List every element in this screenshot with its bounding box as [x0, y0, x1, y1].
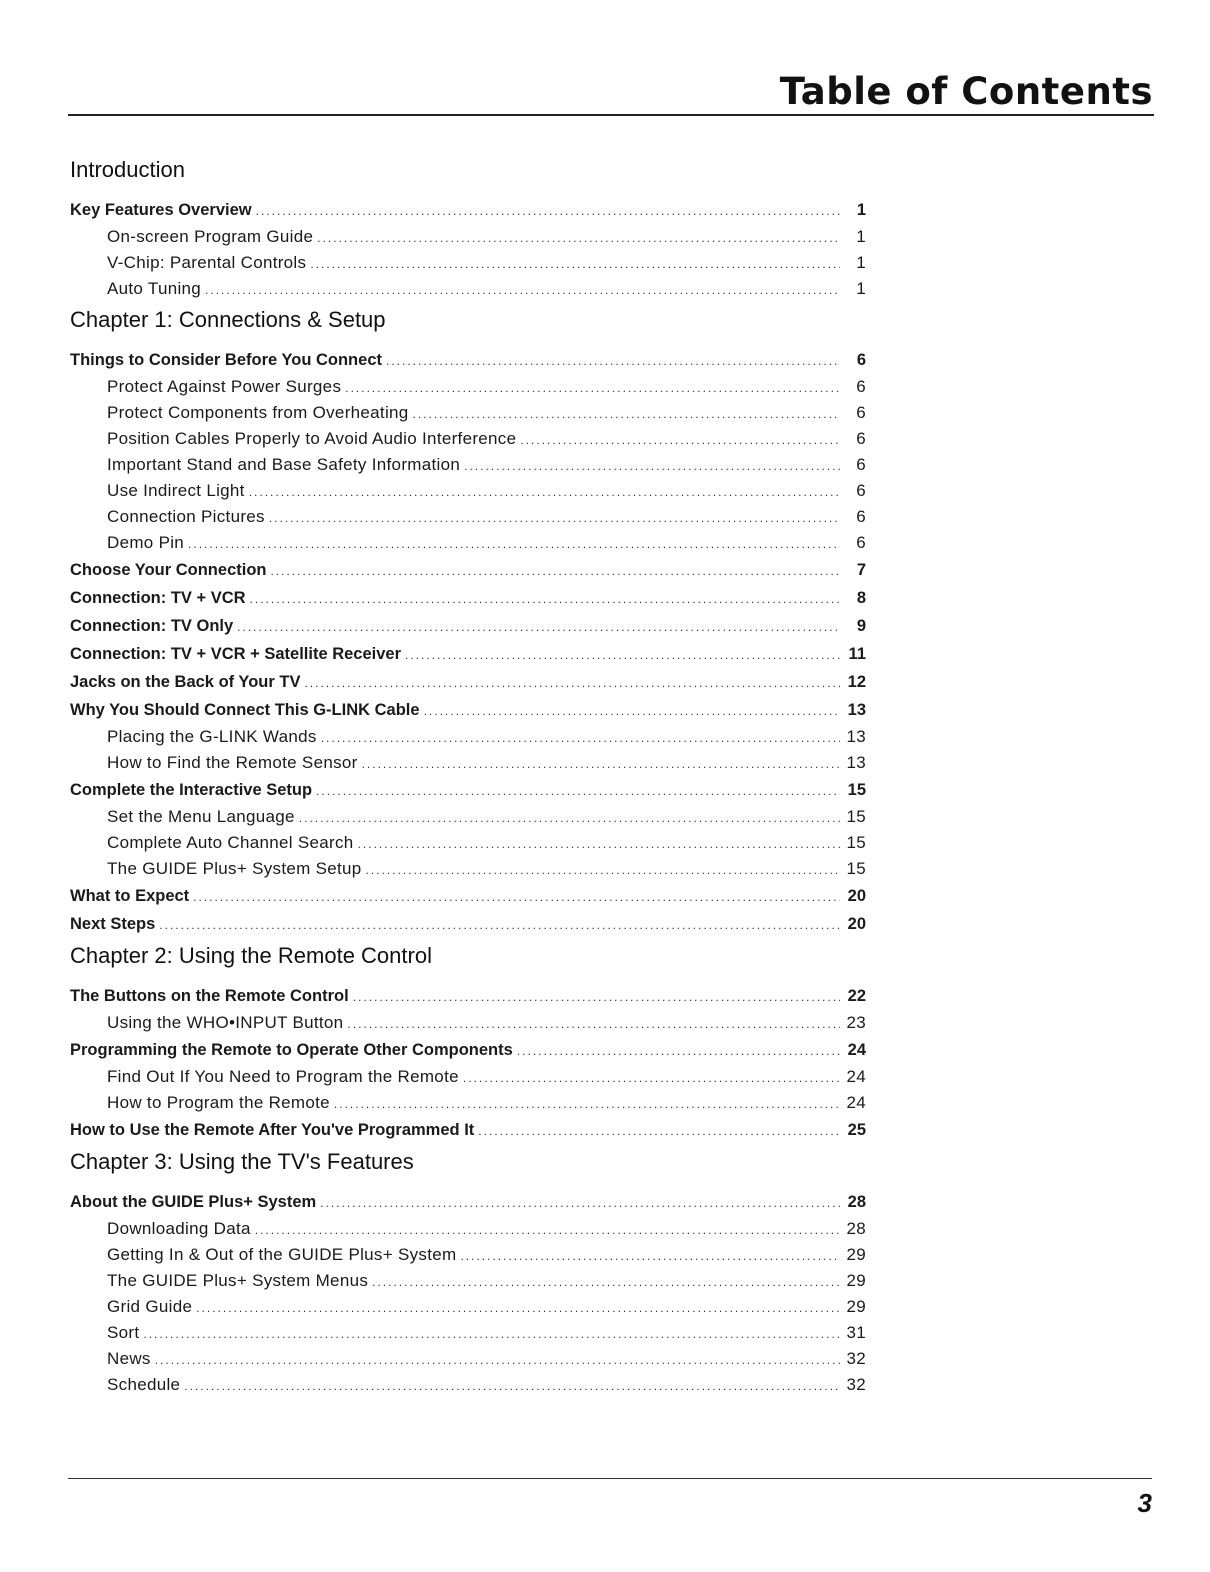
entry-page-number: 6: [856, 403, 866, 422]
entry-label: Programming the Remote to Operate Other Components: [70, 1041, 513, 1059]
entry-page-number: 8: [856, 589, 866, 607]
dot-leader: [321, 724, 840, 751]
entry-label: About the GUIDE Plus+ System: [70, 1193, 317, 1211]
page-number: 3: [1137, 1488, 1152, 1518]
entry-page-number: 22: [847, 987, 866, 1005]
toc-entry[interactable]: [70, 1188, 866, 1216]
toc-subentry[interactable]: [70, 1010, 866, 1036]
dot-leader: [362, 750, 840, 777]
entry-label: Protect Against Power Surges: [107, 377, 342, 396]
entry-page-number: 20: [847, 887, 866, 905]
entry-page-number: 32: [846, 1349, 866, 1368]
entry-label: Using the WHO•INPUT Button: [107, 1013, 344, 1032]
entry-label: Find Out If You Need to Program the Remote: [107, 1067, 459, 1086]
entry-label: How to Program the Remote: [107, 1093, 330, 1112]
entry-page-number: 24: [846, 1093, 866, 1112]
entry-label: Why You Should Connect This G-LINK Cable: [70, 701, 420, 719]
toc-subentry[interactable]: [70, 452, 866, 478]
toc-subentry[interactable]: [70, 750, 866, 776]
entry-label: How to Find the Remote Sensor: [107, 753, 358, 772]
entry-page-number: 1: [856, 227, 866, 246]
entry-label: Choose Your Connection: [70, 561, 267, 579]
dot-leader: [256, 196, 840, 225]
dot-leader: [358, 830, 840, 857]
entry-page-number: 13: [846, 753, 866, 772]
dot-leader: [405, 640, 840, 669]
entry-page-number: 29: [846, 1245, 866, 1264]
entry-page-number: 6: [856, 507, 866, 526]
toc-entry[interactable]: [70, 196, 866, 224]
toc-subentry[interactable]: [70, 400, 866, 426]
entry-label: Set the Menu Language: [107, 807, 295, 826]
entry-label: Complete the Interactive Setup: [70, 781, 313, 799]
dot-leader: [196, 1294, 840, 1321]
dot-leader: [299, 804, 840, 831]
dot-leader: [424, 696, 840, 725]
section-heading: Chapter 2: Using the Remote Control: [70, 943, 432, 968]
entry-label: News: [107, 1349, 151, 1368]
toc-entry[interactable]: [70, 696, 866, 724]
dot-leader: [347, 1010, 840, 1037]
toc-subentry[interactable]: [70, 374, 866, 400]
toc-subentry[interactable]: [70, 478, 866, 504]
toc-subentry[interactable]: [70, 530, 866, 556]
entry-label: Jacks on the Back of Your TV: [70, 673, 301, 691]
toc-subentry[interactable]: [70, 830, 866, 856]
toc-subentry[interactable]: [70, 276, 866, 302]
toc-entry[interactable]: [70, 612, 866, 640]
toc-entry[interactable]: [70, 556, 866, 584]
entry-label: Auto Tuning: [107, 279, 202, 298]
footer-rule: [68, 1478, 1152, 1479]
dot-leader: [205, 276, 840, 303]
toc-subentry[interactable]: [70, 1372, 866, 1398]
entry-page-number: 13: [847, 701, 866, 719]
toc-subentry[interactable]: [70, 426, 866, 452]
dot-leader: [255, 1216, 840, 1243]
entry-page-number: 32: [846, 1375, 866, 1394]
dot-leader: [249, 478, 840, 505]
dot-leader: [270, 556, 840, 585]
dot-leader: [269, 504, 840, 531]
entry-label: Use Indirect Light: [107, 481, 245, 500]
dot-leader: [155, 1346, 840, 1373]
entry-page-number: 20: [847, 915, 866, 933]
entry-label: Getting In & Out of the GUIDE Plus+ System: [107, 1245, 457, 1264]
entry-label: Things to Consider Before You Connect: [70, 351, 382, 369]
entry-page-number: 6: [856, 455, 866, 474]
entry-page-number: 15: [847, 781, 866, 799]
dot-leader: [345, 374, 840, 401]
header-rule: [68, 114, 1154, 116]
dot-leader: [353, 982, 840, 1011]
entry-page-number: 28: [846, 1219, 866, 1238]
toc-entry[interactable]: [70, 1116, 866, 1144]
entry-page-number: 12: [847, 673, 866, 691]
entry-label: Protect Components from Overheating: [107, 403, 409, 422]
entry-label: On-screen Program Guide: [107, 227, 314, 246]
dot-leader: [460, 1242, 840, 1269]
dot-leader: [334, 1090, 840, 1117]
entry-label: The GUIDE Plus+ System Setup: [107, 859, 362, 878]
dot-leader: [520, 426, 840, 453]
dot-leader: [143, 1320, 840, 1347]
toc-subentry[interactable]: [70, 1064, 866, 1090]
toc-entry[interactable]: [70, 346, 866, 374]
toc-subentry[interactable]: [70, 1242, 866, 1268]
dot-leader: [463, 1064, 840, 1091]
toc-subentry[interactable]: [70, 1320, 866, 1346]
section-heading: Chapter 1: Connections & Setup: [70, 307, 386, 332]
entry-label: Demo Pin: [107, 533, 185, 552]
dot-leader: [317, 224, 840, 251]
entry-label: Schedule: [107, 1375, 181, 1394]
toc-section: [70, 942, 866, 1144]
entry-page-number: 9: [856, 617, 866, 635]
entry-label: Downloading Data: [107, 1219, 251, 1238]
page-title: Table of Contents: [779, 70, 1153, 113]
dot-leader: [193, 882, 840, 911]
toc-subentry[interactable]: [70, 856, 866, 882]
dot-leader: [184, 1372, 840, 1399]
toc-entry[interactable]: [70, 668, 866, 696]
entry-label: What to Expect: [70, 887, 190, 905]
toc-subentry[interactable]: [70, 1346, 866, 1372]
entry-page-number: 6: [856, 351, 866, 369]
toc-entry[interactable]: [70, 776, 866, 804]
entry-label: V-Chip: Parental Controls: [107, 253, 307, 272]
dot-leader: [366, 856, 840, 883]
dot-leader: [386, 346, 840, 375]
entry-label: Connection: TV + VCR + Satellite Receiver: [70, 645, 402, 663]
entry-label: How to Use the Remote After You've Programmed It: [70, 1121, 475, 1139]
table-of-contents: [70, 156, 866, 1398]
dot-leader: [517, 1036, 840, 1065]
toc-entry[interactable]: [70, 640, 866, 668]
entry-page-number: 29: [846, 1297, 866, 1316]
toc-section: [70, 1148, 866, 1398]
entry-page-number: 15: [846, 859, 866, 878]
toc-subentry[interactable]: [70, 804, 866, 830]
entry-page-number: 6: [856, 533, 866, 552]
toc-subentry[interactable]: [70, 1268, 866, 1294]
entry-page-number: 24: [846, 1067, 866, 1086]
toc-subentry[interactable]: [70, 724, 866, 750]
dot-leader: [304, 668, 840, 697]
entry-page-number: 13: [846, 727, 866, 746]
toc-section: [70, 306, 866, 938]
entry-label: Next Steps: [70, 915, 156, 933]
toc-section: [70, 156, 866, 302]
toc-subentry[interactable]: [70, 1216, 866, 1242]
entry-label: Key Features Overview: [70, 201, 252, 219]
toc-subentry[interactable]: [70, 504, 866, 530]
entry-page-number: 23: [846, 1013, 866, 1032]
entry-label: Grid Guide: [107, 1297, 193, 1316]
entry-label: Position Cables Properly to Avoid Audio Interference: [107, 429, 517, 448]
entry-page-number: 28: [847, 1193, 866, 1211]
entry-label: Important Stand and Base Safety Information: [107, 455, 461, 474]
dot-leader: [310, 250, 840, 277]
entry-label: The GUIDE Plus+ System Menus: [107, 1271, 369, 1290]
dot-leader: [372, 1268, 840, 1295]
entry-page-number: 15: [846, 807, 866, 826]
entry-page-number: 25: [847, 1121, 866, 1139]
dot-leader: [188, 530, 840, 557]
dot-leader: [316, 776, 840, 805]
entry-label: Sort: [107, 1323, 140, 1342]
entry-label: The Buttons on the Remote Control: [70, 987, 349, 1005]
entry-page-number: 29: [846, 1271, 866, 1290]
dot-leader: [237, 612, 840, 641]
toc-entry[interactable]: [70, 982, 866, 1010]
dot-leader: [320, 1188, 840, 1217]
entry-page-number: 1: [856, 253, 866, 272]
toc-subentry[interactable]: [70, 224, 866, 250]
entry-page-number: 7: [856, 561, 866, 579]
dot-leader: [464, 452, 840, 479]
entry-label: Connection Pictures: [107, 507, 265, 526]
dot-leader: [413, 400, 840, 427]
entry-label: Connection: TV Only: [70, 617, 234, 635]
entry-label: Placing the G-LINK Wands: [107, 727, 317, 746]
entry-page-number: 6: [856, 377, 866, 396]
dot-leader: [478, 1116, 840, 1145]
entry-page-number: 31: [846, 1323, 866, 1342]
toc-entry[interactable]: [70, 1036, 866, 1064]
dot-leader: [159, 910, 840, 939]
entry-page-number: 1: [856, 201, 866, 219]
section-heading: Introduction: [70, 157, 185, 182]
toc-entry[interactable]: [70, 882, 866, 910]
section-heading: Chapter 3: Using the TV's Features: [70, 1149, 414, 1174]
entry-page-number: 1: [856, 279, 866, 298]
toc-subentry[interactable]: [70, 1294, 866, 1320]
toc-entry[interactable]: [70, 584, 866, 612]
toc-subentry[interactable]: [70, 1090, 866, 1116]
entry-page-number: 11: [848, 645, 866, 663]
entry-label: Complete Auto Channel Search: [107, 833, 354, 852]
toc-entry[interactable]: [70, 910, 866, 938]
entry-page-number: 6: [856, 429, 866, 448]
toc-subentry[interactable]: [70, 250, 866, 276]
entry-page-number: 6: [856, 481, 866, 500]
entry-page-number: 15: [846, 833, 866, 852]
entry-label: Connection: TV + VCR: [70, 589, 246, 607]
dot-leader: [250, 584, 840, 613]
entry-page-number: 24: [847, 1041, 866, 1059]
